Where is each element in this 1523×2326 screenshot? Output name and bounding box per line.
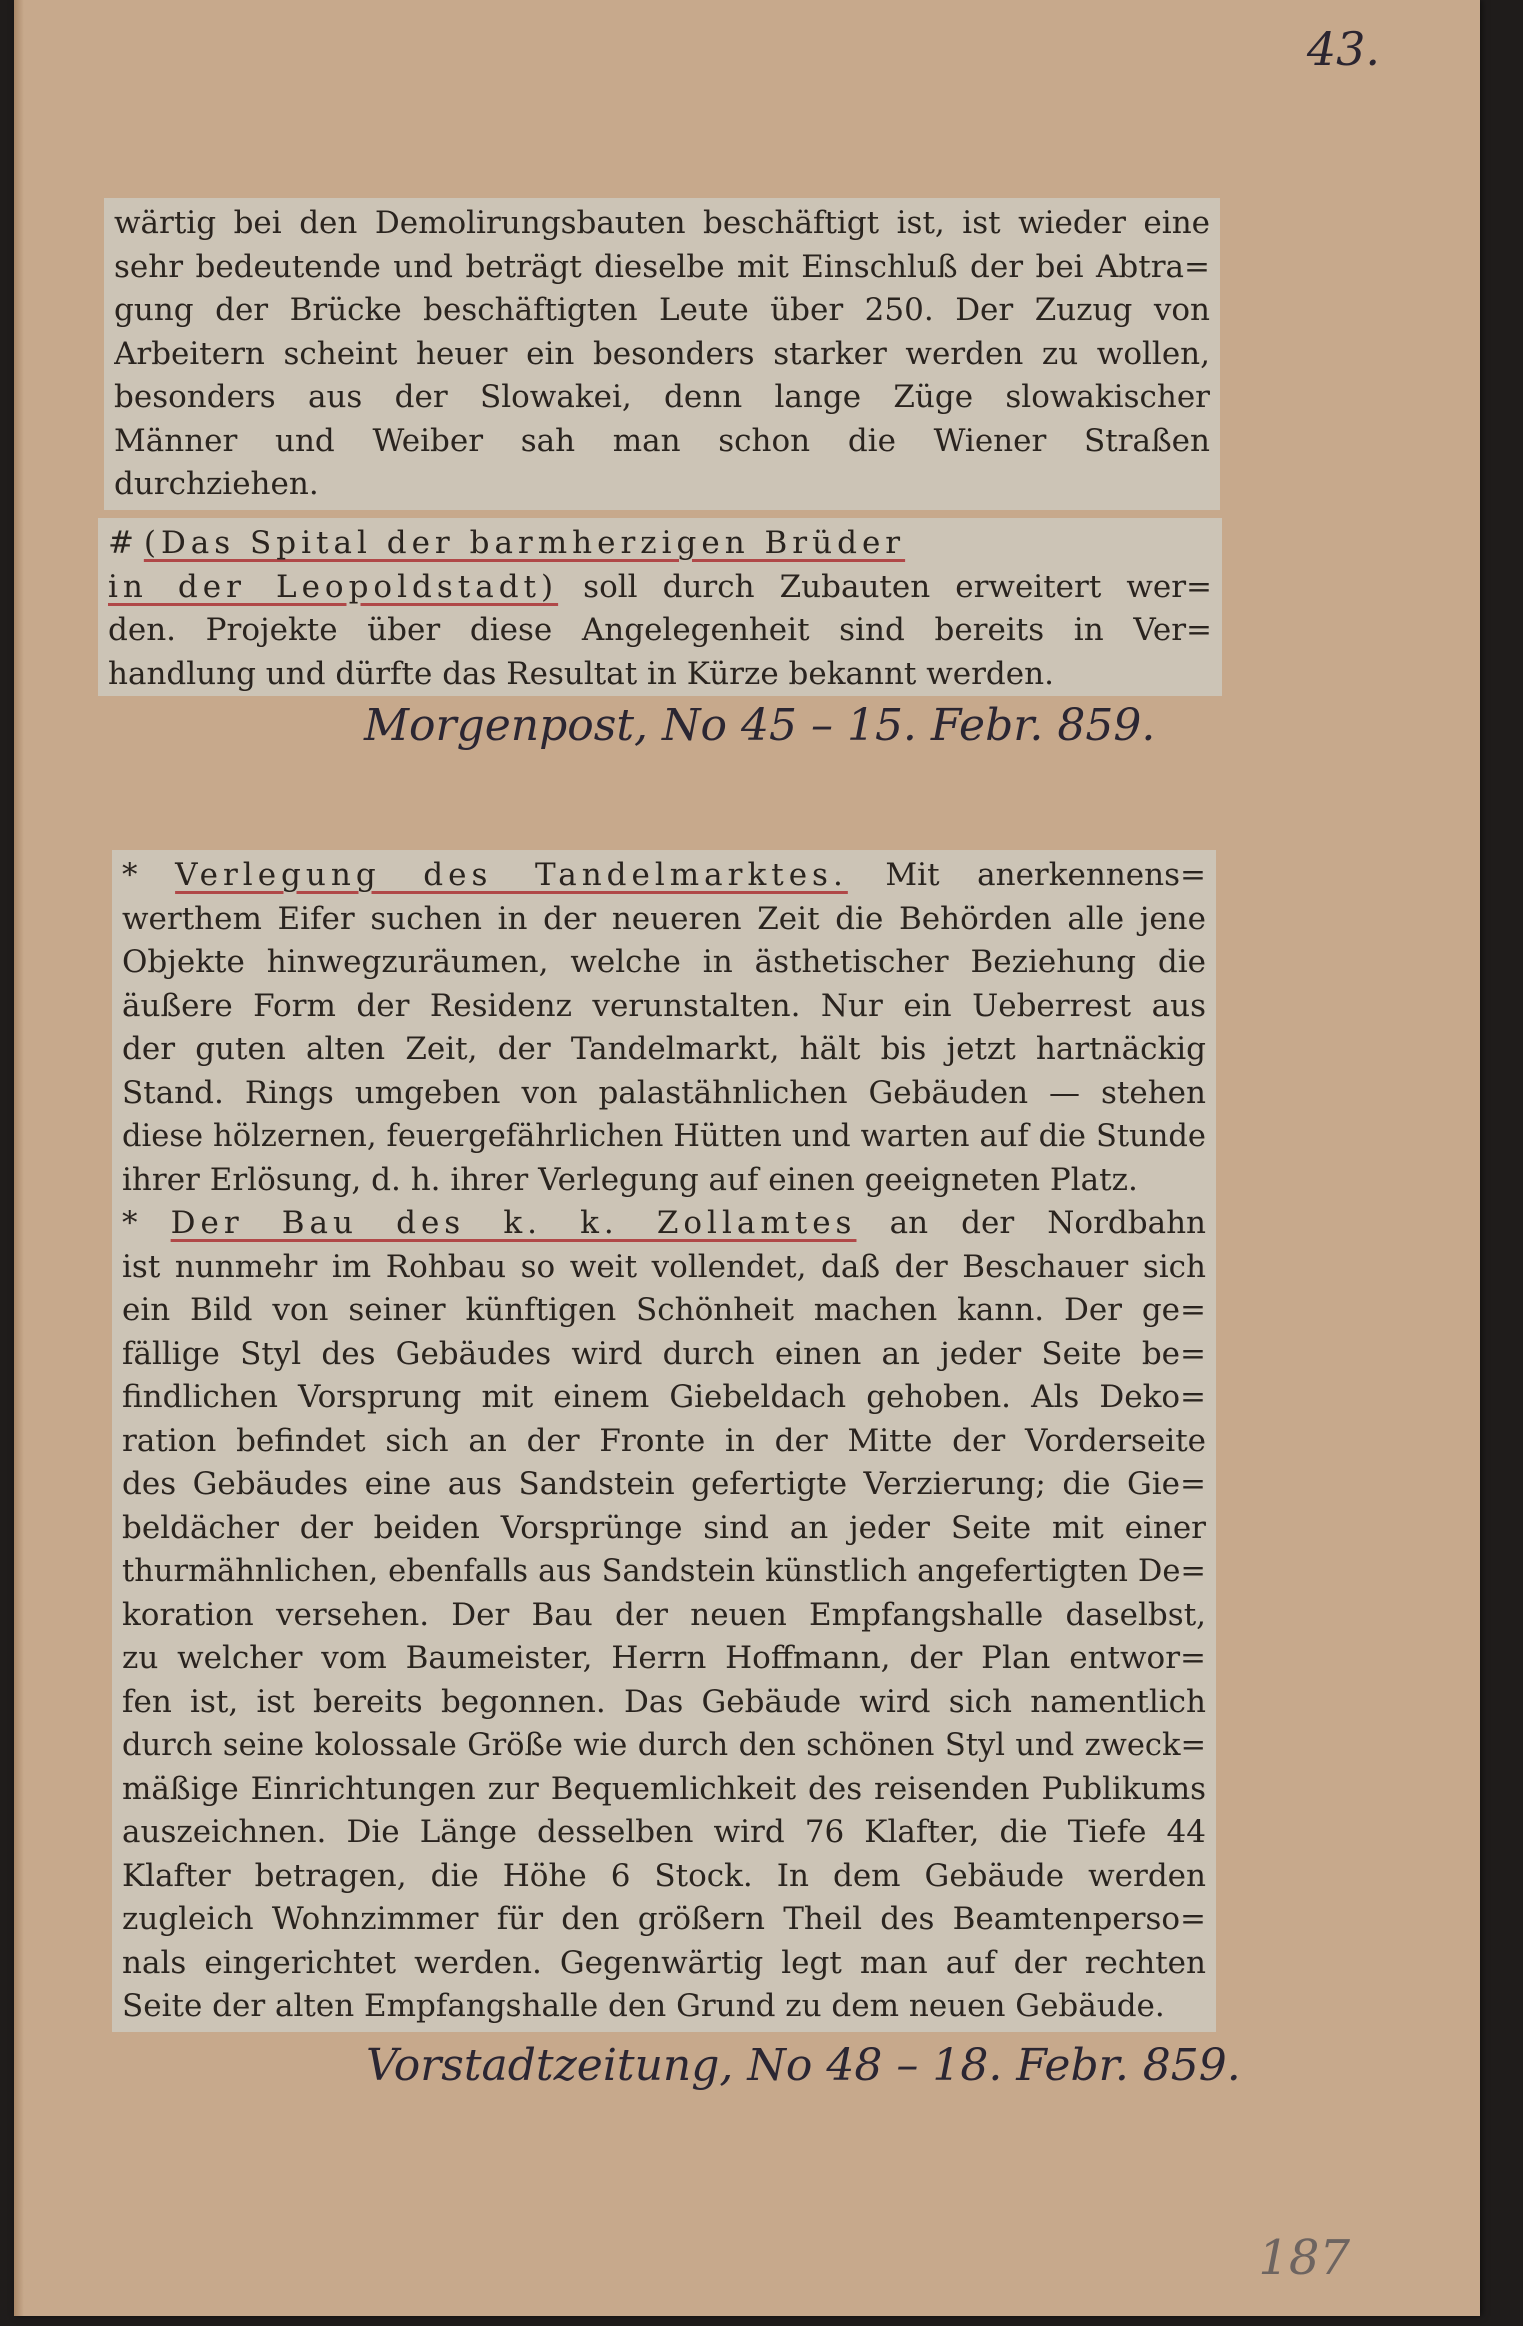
text-line: Seite der alten Empfangshalle den Grund zu dem neuen Gebäude. <box>122 1988 1165 2024</box>
article-heading-zollamt: Der Bau des k. k. Zollamtes <box>170 1205 857 1241</box>
text-line: Arbeitern scheint heuer ein besonders starker werden zu wollen, <box>114 335 1210 372</box>
text-line: sehr bedeutende und beträgt dieselbe mit Einschluß der bei Abtra= <box>114 248 1210 285</box>
text-line: Stand. Rings umgeben von palastähnlichen Gebäuden — stehen <box>122 1074 1206 1111</box>
text-line <box>122 854 1206 898</box>
text-line: beldächer der beiden Vorsprünge sind an jeder Seite mit einer <box>122 1509 1206 1546</box>
paragraph-marker: * <box>122 1205 138 1241</box>
text-line: des Gebäudes eine aus Sandstein gefertigte Verzierung; die Gie= <box>122 1466 1206 1502</box>
text-line: ist nunmehr im Rohbau so weit vollendet, daß der Beschauer sich <box>122 1248 1206 1285</box>
handwritten-source-vorstadtzeitung: Vorstadtzeitung, No 48 – 18. Febr. 859. <box>366 2040 1241 2091</box>
text-line: Männer und Weiber sah man schon die Wiener Straßen <box>114 422 1210 459</box>
text-line: mäßige Einrichtungen zur Bequemlichkeit des reisenden Publikums <box>122 1770 1206 1807</box>
text-line: diese hölzernen, feuergefährlichen Hütten und warten auf die Stunde <box>122 1119 1206 1154</box>
text-line: fen ist, ist bereits begonnen. Das Gebäude wird sich namentlich <box>122 1683 1206 1720</box>
text-line: durchziehen. <box>114 466 319 502</box>
text-line: durch seine kolossale Größe wie durch den schönen Styl und zweck= <box>122 1728 1206 1763</box>
text-line: auszeichnen. Die Länge desselben wird 76 Klafter, die Tiefe 44 <box>122 1814 1206 1850</box>
archival-page <box>14 0 1480 2316</box>
text-line: ration befindet sich an der Fronte in der Mitte der Vorderseite <box>122 1422 1206 1459</box>
handwritten-source-morgenpost: Morgenpost, No 45 – 15. Febr. 859. <box>364 700 1156 751</box>
text-line: Objekte hinwegzuräumen, welche in ästhetischer Beziehung die <box>122 944 1206 980</box>
text-line: wärtig bei den Demolirungsbauten beschäftigt ist, ist wieder eine <box>114 205 1210 241</box>
text-line: koration versehen. Der Bau der neuen Empfangshalle daselbst, <box>122 1596 1206 1633</box>
text-run: soll durch Zubauten erweitert wer= <box>583 568 1212 605</box>
text-run: Mit anerkennens= <box>885 857 1206 893</box>
text-line: nals eingerichtet werden. Gegenwärtig legt man auf der rechten <box>122 1944 1206 1981</box>
text-line: fällige Styl des Gebäudes wird durch einen an jeder Seite be= <box>122 1335 1206 1372</box>
newspaper-clipping-demolition <box>104 198 1220 510</box>
text-line: ihrer Erlösung, d. h. ihrer Verlegung auf einen geeigneten Platz. <box>122 1161 1138 1198</box>
paragraph-marker: # <box>108 525 134 561</box>
text-line: ein Bild von seiner künftigen Schönheit machen kann. Der ge= <box>122 1292 1206 1328</box>
text-line <box>108 522 1212 566</box>
text-line: den. Projekte über diese Angelegenheit sind bereits in Ver= <box>108 612 1212 648</box>
article-heading-cont: in der Leopoldstadt) <box>108 568 559 605</box>
article-heading-tandelmarkt: Verlegung des Tandelmarktes. <box>175 857 848 893</box>
text-line: besonders aus der Slowakei, denn lange Züge slowakischer <box>114 379 1210 415</box>
text-line: thurmähnlichen, ebenfalls aus Sandstein künstlich angefertigten De= <box>122 1554 1206 1589</box>
text-line: zu welcher vom Baumeister, Herrn Hoffmann, der Plan entwor= <box>122 1640 1206 1676</box>
text-line: zugleich Wohnzimmer für den größern Theil des Beamtenperso= <box>122 1901 1206 1937</box>
text-line: gung der Brücke beschäftigten Leute über 250. Der Zuzug von <box>114 292 1210 328</box>
pencil-page-number: 187 <box>1258 2230 1350 2286</box>
folio-number: 43. <box>1306 22 1380 76</box>
text-line: findlichen Vorsprung mit einem Giebeldach gehoben. Als Deko= <box>122 1379 1206 1415</box>
text-line <box>122 1202 1206 1246</box>
text-line: äußere Form der Residenz verunstalten. Nur ein Ueberrest aus <box>122 987 1206 1024</box>
newspaper-clipping-tandelmarkt-zollamt <box>112 850 1216 2032</box>
text-line: der guten alten Zeit, der Tandelmarkt, hält bis jetzt hartnäckig <box>122 1031 1206 1067</box>
text-run: an der Nordbahn <box>889 1205 1206 1241</box>
paragraph-marker: * <box>122 857 138 893</box>
text-line: handlung und dürfte das Resultat in Kürze bekannt werden. <box>108 655 1054 692</box>
article-heading: (Das Spital der barmherzigen Brüder <box>143 525 906 561</box>
text-line <box>108 566 1212 610</box>
text-line: werthem Eifer suchen in der neueren Zeit die Behörden alle jene <box>122 900 1206 937</box>
newspaper-clipping-hospital <box>98 518 1222 696</box>
text-line: Klafter betragen, die Höhe 6 Stock. In dem Gebäude werden <box>122 1857 1206 1894</box>
